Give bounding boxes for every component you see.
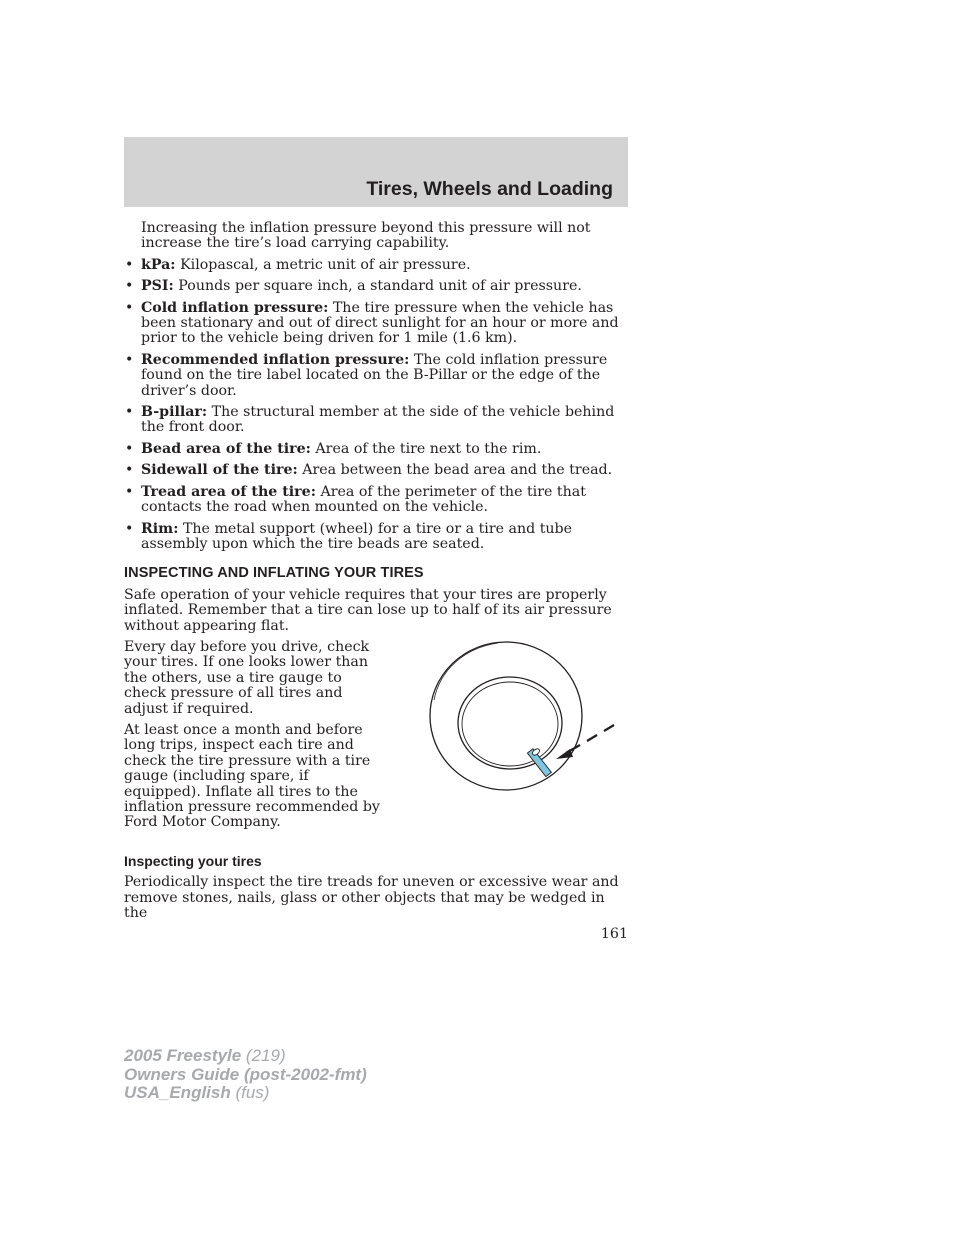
- definition-item: [124, 522, 630, 553]
- footer-line: [124, 1047, 367, 1066]
- footer-language: USA_English: [124, 1083, 231, 1102]
- bullet-icon: •: [125, 440, 134, 457]
- definition-term: Bead area of the tire:: [141, 440, 311, 457]
- definition-text: Area between the bead area and the tread.: [297, 462, 613, 479]
- definition-item: [124, 353, 630, 399]
- definition-text: The metal support (wheel) for a tire or a tire and tube assembly upon which the tire beads are seated.: [141, 520, 573, 552]
- section-paragraph: Safe operation of your vehicle requires that your tires are properly inflated. Remember that a tire can lose up to half of its air pressure without appearing flat.: [124, 586, 612, 634]
- definition-text: Pounds per square inch, a standard unit of air pressure.: [173, 278, 582, 295]
- definition-text: The tire pressure when the vehicle has been stationary and out of direct sunlight for an hour or more and prior to the vehicle being driven for 1 mile (1.6 km).: [141, 299, 619, 347]
- subsection-paragraph: Periodically inspect the tire treads for uneven or excessive wear and remove stones, nails, glass or other objects that may be wedged in the: [124, 874, 619, 922]
- definition-term: B-pillar:: [141, 404, 208, 421]
- bullet-icon: •: [125, 404, 134, 421]
- header-band: [124, 137, 628, 207]
- definition-term: Sidewall of the tire:: [141, 462, 298, 479]
- definition-item: [124, 258, 630, 273]
- subsection-heading: Inspecting your tires: [124, 852, 262, 869]
- wheel-rim: [458, 677, 562, 769]
- definition-text: The structural member at the side of the vehicle behind the front door.: [141, 404, 615, 436]
- footer-model-code: (219): [241, 1046, 286, 1065]
- footer-language-code: (fus): [230, 1083, 270, 1102]
- definition-term: Rim:: [141, 520, 179, 537]
- definition-item: [124, 463, 630, 478]
- definition-term: kPa:: [141, 256, 176, 273]
- bullet-icon: •: [125, 462, 134, 479]
- definition-term: Tread area of the tire:: [141, 483, 316, 500]
- definition-item: [124, 301, 630, 347]
- bullet-icon: •: [125, 278, 134, 295]
- section-paragraph: At least once a month and before long trips, inspect each tire and check the tire pressure with a tire gauge (including spare, if equipped). Inflate all tires to the inflation pressure recommended by Ford Motor Company.: [124, 721, 380, 831]
- definition-item: [124, 279, 630, 294]
- definition-text: Area of the tire next to the rim.: [310, 440, 542, 457]
- definition-term: Recommended inflation pressure:: [141, 351, 410, 368]
- footer-model: 2005 Freestyle: [124, 1046, 242, 1065]
- page-title: Tires, Wheels and Loading: [366, 178, 613, 200]
- section-heading: INSPECTING AND INFLATING YOUR TIRES: [124, 565, 424, 582]
- bullet-icon: •: [125, 483, 134, 500]
- bullet-icon: •: [125, 520, 134, 537]
- bullet-icon: •: [125, 299, 134, 316]
- definition-item: [124, 442, 630, 457]
- section-paragraph: Every day before you drive, check your tires. If one looks lower than the others, use a tire gauge to check pressure of all tires and adjust if required.: [124, 638, 370, 717]
- definition-text: Kilopascal, a metric unit of air pressure.: [175, 256, 471, 273]
- footer-line: [124, 1066, 367, 1085]
- text-with-figure: [124, 640, 630, 846]
- tire-gauge-illustration: [424, 640, 624, 800]
- definition-text: Area of the perimeter of the tire that contacts the road when mounted on the vehicle.: [141, 483, 586, 516]
- definition-list: [124, 258, 630, 553]
- definition-item: [124, 405, 630, 436]
- definition-text: The cold inflation pressure found on the tire label located on the B-Pillar or the edge of the driver’s door.: [141, 351, 608, 399]
- page-content: [124, 221, 630, 928]
- bullet-icon: •: [125, 351, 134, 368]
- intro-paragraph: Increasing the inflation pressure beyond this pressure will not increase the tire’s load carrying capability.: [141, 220, 591, 252]
- bullet-icon: •: [125, 256, 134, 273]
- footer-guide: Owners Guide (post-2002-fmt): [124, 1064, 367, 1084]
- page-number: 161: [600, 926, 628, 942]
- figure-side-text: [124, 640, 382, 831]
- footer-line: [124, 1084, 367, 1103]
- definition-term: PSI:: [141, 278, 174, 295]
- definition-item: [124, 485, 630, 516]
- definition-term: Cold inflation pressure:: [141, 299, 329, 316]
- document-footer: [124, 1047, 367, 1103]
